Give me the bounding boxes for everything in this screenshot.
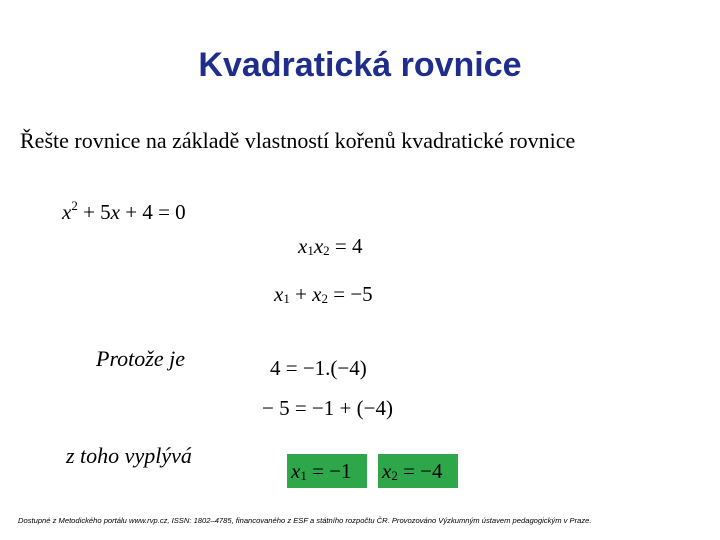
slide-title: Kvadratická rovnice [198,46,522,84]
eq-exponent: 2 [71,198,78,213]
root-index: 2 [323,243,330,258]
root-1-value: = −1 [306,459,352,483]
root-var: x [291,459,301,483]
eq-linear-coef: + 5 [77,200,111,224]
result-label: z toho vyplývá [66,443,192,468]
eq-var-x: x [62,200,72,224]
root-index: 2 [391,468,398,483]
root-var: x [382,459,392,483]
root-var: x [298,234,308,258]
sum-check: − 5 = −1 + (−4) [262,396,393,420]
product-value: = 4 [329,234,363,258]
root-index: 1 [307,243,314,258]
root-2-highlight [378,454,458,488]
quadratic-equation [62,200,186,225]
product-of-roots [298,234,363,259]
root-var: x [312,282,322,306]
root-index: 1 [283,291,290,306]
root-index: 2 [321,291,328,306]
root-2-value: = −4 [397,459,443,483]
root-var: x [274,282,284,306]
because-label: Protože je [96,346,185,371]
eq-var-x-linear: x [110,200,120,224]
task-instruction: Řešte rovnice na základě vlastností kořenů kvadratické rovnice [20,128,576,153]
root-1-highlight [287,454,367,488]
sum-of-roots [274,282,373,307]
root-var: x [313,234,324,258]
root-index: 1 [300,468,307,483]
product-check: 4 = −1.(−4) [270,356,367,380]
plus-sign: + [289,282,313,306]
footer-credit: Dostupné z Metodického portálu www.rvp.cz, ISSN: 1802–4785, financovaného z ESF a státního rozpočtu ČR. Provozováno Výzkumným ústavem pedagogickým v Praze. [18,516,592,525]
eq-constant-part: + 4 = 0 [120,200,186,224]
sum-value: = −5 [328,282,373,306]
